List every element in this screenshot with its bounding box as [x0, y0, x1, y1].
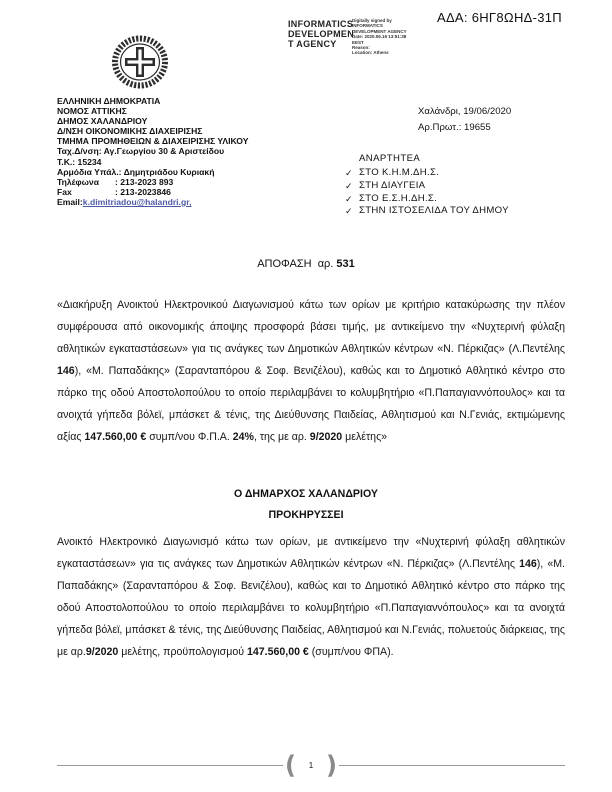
sender-phone-row — [57, 177, 248, 187]
signature-line: Digitally signed by — [352, 18, 392, 23]
mayor-heading: Ο ΔΗΜΑΡΧΟΣ ΧΑΛΑΝΔΡΙΟΥ — [234, 488, 378, 500]
publication-item — [345, 193, 509, 206]
signature-line: Date: 2020.06.19 13:51:38 — [352, 34, 407, 40]
publication-item — [345, 205, 509, 218]
digital-signature-details — [352, 18, 407, 56]
signature-line: DEVELOPMENT AGENCY — [352, 28, 407, 34]
sender-info-block — [57, 96, 248, 207]
page-number: 1 — [308, 760, 314, 770]
sender-fax-row — [57, 187, 248, 197]
reference-block — [418, 104, 511, 135]
publication-title: ΑΝΑΡΤΗΤΕΑ — [359, 153, 421, 164]
publication-item-label: ΣΤΟ Κ.Η.Μ.ΔΗ.Σ. — [359, 167, 440, 178]
agency-line: T AGENCY — [288, 39, 337, 49]
publication-item — [345, 167, 509, 180]
protocol-number: Αρ.Πρωτ.: 19655 — [418, 121, 491, 133]
decision-title-prefix: ΑΠΟΦΑΣΗ αρ. — [257, 258, 337, 270]
publication-checklist — [345, 153, 509, 218]
fax-label: Fax — [57, 186, 72, 197]
proclaims-heading: ΠΡΟΚΗΡΥΣΣΕΙ — [268, 509, 344, 521]
phone-label: Τηλέφωνα — [57, 176, 99, 187]
page-footer — [57, 751, 565, 779]
coat-of-arms-icon — [111, 35, 169, 89]
publication-item-label: ΣΤΗΝ ΙΣΤΟΣΕΛΙΔΑ ΤΟΥ ΔΗΜΟΥ — [359, 205, 509, 217]
publication-item-label: ΣΤΟ Ε.Σ.Η.ΔΗ.Σ. — [359, 192, 438, 204]
place-date: Χαλάνδρι, 19/06/2020 — [418, 106, 512, 117]
signature-agency-name — [288, 19, 354, 49]
sender-email-row — [57, 197, 248, 207]
decision-number: 531 — [336, 258, 355, 270]
greek-emblem-logo — [111, 35, 169, 89]
publication-item — [345, 180, 509, 193]
sender-line-prefecture: ΝΟΜΟΣ ΑΤΤΙΚΗΣ — [57, 106, 127, 117]
footer-rule-left — [57, 765, 283, 766]
decision-subject-paragraph: «Διακήρυξη Ανοικτού Ηλεκτρονικού Διαγωνισμού κάτω των ορίων με κριτήριο κατακύρωσης την πλέον συμφέρουσα από οικονομικής άποψης προσφορά βάσει τιμής, με αντικείμενο την «Νυχτερινή φύλαξη αθλητικών εγκαταστάσεων» για τις ανάγκες των Δημοτικών Αθλητικών κέντρων «Ν. Πέρκιζας» (Λ.Πεντέλης 146), «Μ. Παπαδάκης» (Σαρανταπόρου & Σοφ. Βενιζέλου), καθώς και το Δημοτικό Αθλητικό κέντρο στο πάρκο της οδού Αποστολοπούλου το οποίο περιλαμβάνει το κολυμβητήριο «Π.Παπαγιαννόπουλος» και τα ανοιχτά γήπεδα βόλεϊ, μπάσκετ & τένις, της Διεύθυνσης Παιδείας, Αθλητισμού και Ν.Γενιάς, εκτιμώμενης αξίας 147.560,00 € συμπ/νου Φ.Π.Α. 24%, της με αρ. 9/2020 μελέτης» — [57, 299, 565, 443]
fax-value: : 213-2023846 — [115, 186, 171, 197]
signature-line: Reason: — [352, 45, 370, 51]
sender-line-officer: Αρμόδια Υπάλ.: Δημητριάδου Κυριακή — [57, 166, 215, 177]
sender-line-address: Ταχ.Δ/νση: Αγ.Γεωργίου 30 & Αριστείδου — [57, 146, 225, 157]
agency-line: DEVELOPMEN — [288, 29, 355, 39]
sender-line-directorate: Δ/ΝΣΗ ΟΙΚΟΝΟΜΙΚΗΣ ΔΙΑΧΕΙΡΙΣΗΣ — [57, 126, 203, 137]
decision-title — [0, 258, 612, 270]
publication-item-label: ΣΤΗ ΔΙΑΥΓΕΙΑ — [359, 179, 426, 191]
sender-line-republic: ΕΛΛΗΝΙΚΗ ΔΗΜΟΚΡΑΤΙΑ — [57, 96, 161, 106]
sender-line-department: ΤΜΗΜΑ ΠΡΟΜΗΘΕΙΩΝ & ΔΙΑΧΕΙΡΙΣΗΣ ΥΛΙΚΟΥ — [57, 136, 249, 147]
footer-rule-right — [339, 765, 565, 766]
check-icon: ✓ — [345, 180, 353, 191]
footer-bracket-left: ( — [285, 750, 296, 780]
ada-code: ΑΔΑ: 6ΗΓ8ΩΗΔ-31Π — [436, 10, 562, 25]
signature-line: EEST — [352, 39, 364, 45]
footer-bracket-right: ) — [326, 750, 337, 780]
signature-line: Location: Athens — [352, 50, 389, 56]
sender-line-postcode: Τ.Κ.: 15234 — [57, 156, 102, 167]
check-icon: ✓ — [345, 206, 353, 217]
email-label: Email: — [57, 196, 83, 207]
agency-line: INFORMATICS — [288, 19, 354, 29]
proclaim-heading — [0, 484, 612, 526]
check-icon: ✓ — [345, 193, 353, 204]
email-link[interactable]: k.dimitriadou@halandri.gr, — [82, 196, 192, 207]
proclamation-paragraph: Ανοικτό Ηλεκτρονικό Διαγωνισμό κάτω των ορίων, με αντικείμενο την «Νυχτερινή φύλαξη αθλητικών εγκαταστάσεων» για τις ανάγκες των Δημοτικών Αθλητικών κέντρων «Ν. Πέρκιζας» (Λ.Πεντέλης 146), «Μ. Παπαδάκης» (Σαρανταπόρου & Σοφ. Βενιζέλου), καθώς και το Δημοτικό Αθλητικό κέντρο στο πάρκο της οδού Αποστολοπούλου το οποίο περιλαμβάνει το κολυμβητήριο «Π.Παπαγιαννόπουλος» και τα ανοιχτά γήπεδα βόλεϊ, μπάσκετ & τένις, της Διεύθυνσης Παιδείας, Αθλητισμού και Ν.Γενιάς, πολυετούς διάρκειας, της με αρ.9/2020 μελέτης, προϋπολογισμού 147.560,00 € (συμπ/νου ΦΠΑ). — [57, 536, 565, 658]
check-icon: ✓ — [345, 168, 353, 178]
signature-line: INFORMATICS — [352, 23, 383, 29]
sender-line-municipality: ΔΗΜΟΣ ΧΑΛΑΝΔΡΙΟΥ — [57, 116, 148, 127]
phone-value: : 213-2023 893 — [115, 176, 174, 187]
